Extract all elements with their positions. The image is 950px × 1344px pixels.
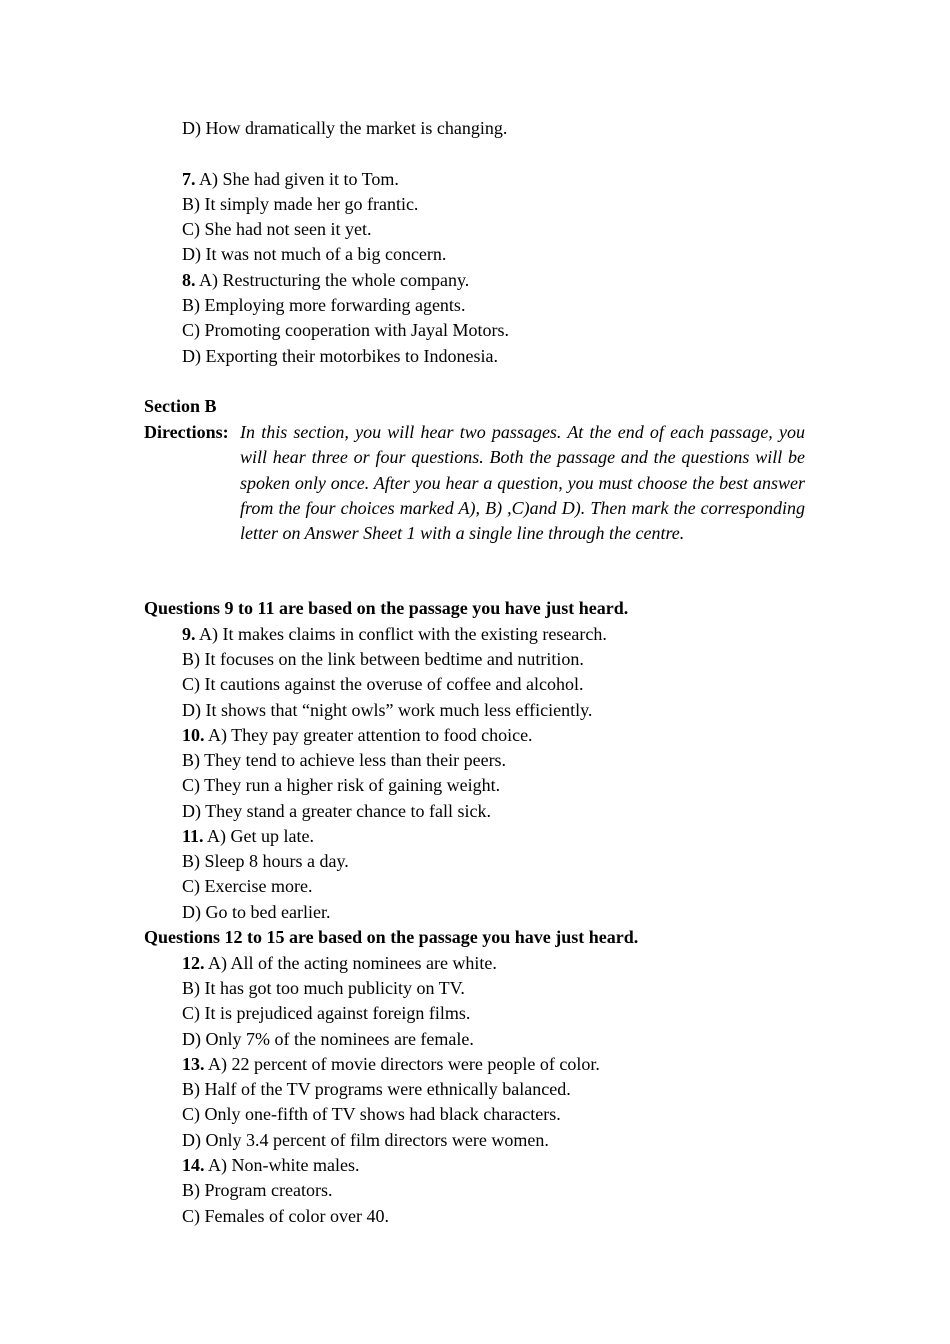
q9-number: 9. xyxy=(182,624,196,644)
q9-option-a xyxy=(182,622,607,647)
q11-option-a xyxy=(182,824,314,849)
q7-a-text: A) She had given it to Tom. xyxy=(195,169,399,189)
directions-label: Directions: xyxy=(144,422,229,442)
q9-option-c: C) It cautions against the overuse of coffee and alcohol. xyxy=(182,674,584,694)
q8-option-c: C) Promoting cooperation with Jayal Motors. xyxy=(182,320,509,340)
q7-option-b: B) It simply made her go frantic. xyxy=(182,194,419,214)
q12-option-c: C) It is prejudiced against foreign films. xyxy=(182,1003,471,1023)
q11-option-d: D) Go to bed earlier. xyxy=(182,902,331,922)
q14-number: 14. xyxy=(182,1155,205,1175)
q8-a-text: A) Restructuring the whole company. xyxy=(195,270,470,290)
q9-option-b: B) It focuses on the link between bedtime and nutrition. xyxy=(182,649,584,669)
q13-a-text: A) 22 percent of movie directors were people of color. xyxy=(204,1054,600,1074)
q11-option-b: B) Sleep 8 hours a day. xyxy=(182,851,349,871)
q13-number: 13. xyxy=(182,1054,205,1074)
passage1-heading: Questions 9 to 11 are based on the passage you have just heard. xyxy=(144,598,629,618)
q10-option-a xyxy=(182,723,533,748)
q14-option-a xyxy=(182,1153,359,1178)
q14-option-c: C) Females of color over 40. xyxy=(182,1206,389,1226)
q13-option-b: B) Half of the TV programs were ethnically balanced. xyxy=(182,1079,571,1099)
q7-option-c: C) She had not seen it yet. xyxy=(182,219,372,239)
q9-option-d: D) It shows that “night owls” work much less efficiently. xyxy=(182,700,593,720)
q11-option-c: C) Exercise more. xyxy=(182,876,313,896)
q12-a-text: A) All of the acting nominees are white. xyxy=(204,953,497,973)
q13-option-a xyxy=(182,1052,600,1077)
q8-option-a xyxy=(182,268,469,293)
q12-option-d: D) Only 7% of the nominees are female. xyxy=(182,1029,474,1049)
q8-option-b: B) Employing more forwarding agents. xyxy=(182,295,466,315)
q10-option-c: C) They run a higher risk of gaining weight. xyxy=(182,775,501,795)
q6-option-d: D) How dramatically the market is changing. xyxy=(182,118,508,138)
q8-number: 8. xyxy=(182,270,196,290)
q9-a-text: A) It makes claims in conflict with the existing research. xyxy=(195,624,607,644)
q11-number: 11. xyxy=(182,826,204,846)
q10-a-text: A) They pay greater attention to food choice. xyxy=(204,725,533,745)
q7-number: 7. xyxy=(182,169,196,189)
passage2-heading: Questions 12 to 15 are based on the passage you have just heard. xyxy=(144,927,639,947)
q7-option-a xyxy=(182,167,399,192)
q12-option-b: B) It has got too much publicity on TV. xyxy=(182,978,465,998)
q10-option-b: B) They tend to achieve less than their peers. xyxy=(182,750,507,770)
q13-option-c: C) Only one-fifth of TV shows had black characters. xyxy=(182,1104,561,1124)
q14-option-b: B) Program creators. xyxy=(182,1180,333,1200)
q13-option-d: D) Only 3.4 percent of film directors were women. xyxy=(182,1130,549,1150)
q10-number: 10. xyxy=(182,725,205,745)
q12-option-a xyxy=(182,951,497,976)
q14-a-text: A) Non-white males. xyxy=(204,1155,360,1175)
directions-text: In this section, you will hear two passages. At the end of each passage, you will hear three or four questions. Both the passage and the questions will be spoken only once. After you hear a question, you must choose the best answer from the four choices marked A), B) ,C)and D). Then mark the corresponding letter on Answer Sheet 1 with a single line through the centre. xyxy=(240,422,805,544)
q11-a-text: A) Get up late. xyxy=(203,826,314,846)
section-b-heading: Section B xyxy=(144,396,217,416)
q12-number: 12. xyxy=(182,953,205,973)
q7-option-d: D) It was not much of a big concern. xyxy=(182,244,447,264)
q8-option-d: D) Exporting their motorbikes to Indonesia. xyxy=(182,346,498,366)
q10-option-d: D) They stand a greater chance to fall sick. xyxy=(182,801,492,821)
